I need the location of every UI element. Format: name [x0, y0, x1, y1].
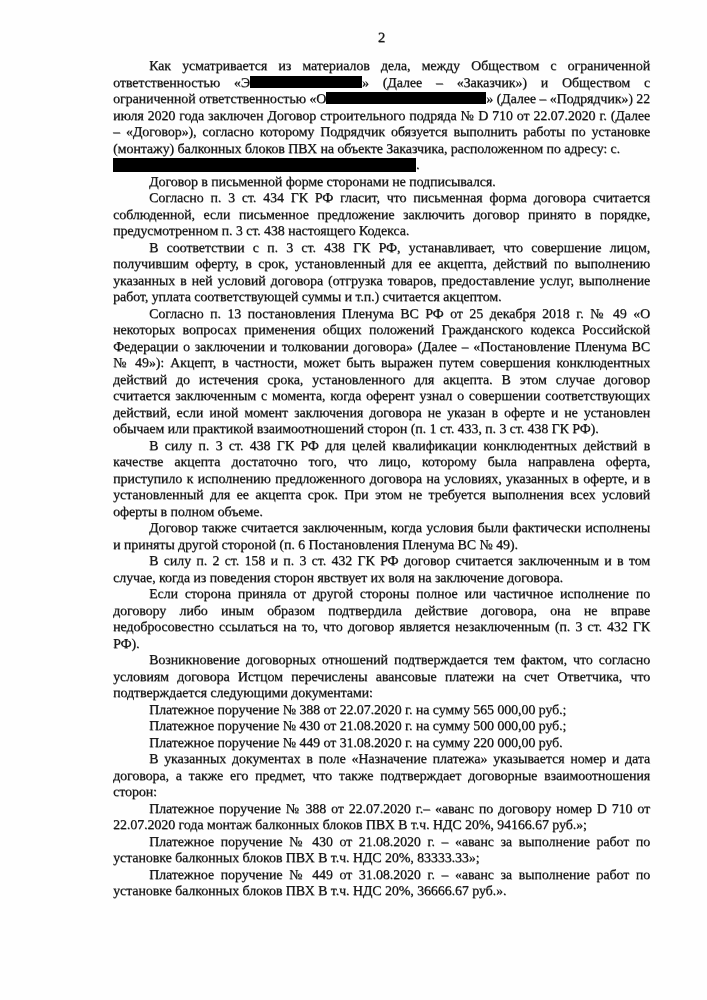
paragraph-contract-concluded: Договор также считается заключенным, когда условия были фактически исполнены и приняты другой стороной (п. 6 Постановления Пленума ВС № 49). [113, 521, 650, 553]
paragraph-art-438: В соответствии с п. 3 ст. 438 ГК РФ, устанавливает, что совершение лицом, получившим оферту, в срок, установленный для ее акцепта, действий по выполнению указанных в ней условий договора (отгрузка товаров, предоставление услуг, выполнение работ, уплата соответствующей суммы и т.п.) считается акцептом. [113, 240, 650, 305]
payment-order-388: Платежное поручение № 388 от 22.07.2020 г. на сумму 565 000,00 руб.; [149, 702, 567, 718]
paragraph-partial-performance: Если сторона приняла от другой стороны полное или частичное исполнение по договору либо иным образом подтвердила действие договора, она не вправе недобросовестно ссылаться на то, что договор является незаключенным (п. 3 ст. 432 ГК РФ). [113, 587, 650, 652]
paragraph-art-158-432: В силу п. 2 ст. 158 и п. 3 ст. 432 ГК РФ договор считается заключенным и в том случае, когда из поведения сторон явствует их воля на заключение договора. [113, 554, 650, 586]
paragraph-contract-intro [113, 59, 650, 175]
payment-order-430: Платежное поручение № 430 от 21.08.2020 г. на сумму 500 000,00 руб.; [149, 719, 567, 734]
paragraph-text: Как усматривается из материалов дела, между Обществом с ограниченной ответственностью «Э [113, 59, 650, 91]
paragraph-no-written-form: Договор в письменной форме сторонами не подписывался. [149, 174, 496, 190]
document-body [113, 59, 650, 901]
paragraph-advance-payments-intro: Возникновение договорных отношений подтверждается тем фактом, что согласно условиям договора Истцом перечислены авансовые платежи на счет Ответчика, что подтверждается следующими документами: [113, 653, 650, 701]
payment-purpose-388: Платежное поручение № 388 от 22.07.2020 г.– «аванс по договору номер D 710 от 22.07.2020 года монтаж балконных блоков ПВХ В т.ч. НДС 20%, 94166.67 руб.»; [113, 801, 650, 833]
paragraph-text: » (Далее – «Заказчик») и Обществом с ограниченной ответственностью «О [113, 75, 650, 107]
redaction-bar-contractor-name [326, 92, 486, 104]
payment-purpose-449: Платежное поручение № 449 от 31.08.2020 г. – «аванс за выполнение работ по установке балконных блоков ПВХ В т.ч. НДС 20%, 36666.67 руб.». [113, 867, 650, 899]
paragraph-payment-purpose-intro: В указанных документах в поле «Назначение платежа» указывается номер и дата договора, а также его предмет, что также подтверждает договорные взаимоотношения сторон: [113, 752, 650, 800]
page-number: 2 [377, 30, 386, 46]
redaction-bar-address [113, 158, 416, 172]
payment-purpose-430: Платежное поручение № 430 от 21.08.2020 г. – «аванс за выполнение работ по установке балконных блоков ПВХ В т.ч. НДС 20%, 83333.33»; [113, 834, 650, 866]
paragraph-acceptance-qualification: В силу п. 3 ст. 438 ГК РФ для целей квалификации конклюдентных действий в качестве акцепта достаточно того, что лицо, которому была направлена оферта, приступило к исполнению предложенного договора на условиях, указанных в оферте, и в установленный для ее акцепта срок. При этом не требуется выполнения всех условий оферты в полном объеме. [113, 438, 650, 520]
paragraph-plenum-49: Согласно п. 13 постановления Пленума ВС РФ от 25 декабря 2018 г. № 49 «О некоторых вопросах применения общих положений Гражданского кодекса Российской Федерации о заключении и толковании договора» (Далее – «Постановление Пленума ВС № 49»): Акцепт, в частности, может быть выражен путем совершения конклюдентных действий до истечения срока, установленного для акцепта. В этом случае договор считается заключенным с момента, когда оферент узнал о совершении соответствующих действий, если иной момент заключения договора не указан в оферте и не установлен обычаем или практикой взаимоотношений сторон (п. 1 ст. 433, п. 3 ст. 438 ГК РФ). [113, 306, 650, 437]
paragraph-art-434: Согласно п. 3 ст. 434 ГК РФ гласит, что письменная форма договора считается соблюденной, если письменное предложение заключить договор принято в порядке, предусмотренном п. 3 ст. 438 настоящего Кодекса. [113, 191, 650, 239]
redaction-bar-customer-name [250, 76, 362, 88]
payment-order-449: Платежное поручение № 449 от 31.08.2020 г. на сумму 220 000,00 руб. [149, 735, 563, 751]
paragraph-text: » (Далее – «Подрядчик») 22 июля 2020 года заключен Договор строительного подряда № D 710 от 22.07.2020 г. (Далее – «Договор»), согласно которому Подрядчик обязуется выполнить работы по установке (монтажу) балконных блоков ПВХ на объекте Заказчика, расположенном по адресу: с. [113, 92, 650, 157]
paragraph-text: . [416, 158, 420, 173]
